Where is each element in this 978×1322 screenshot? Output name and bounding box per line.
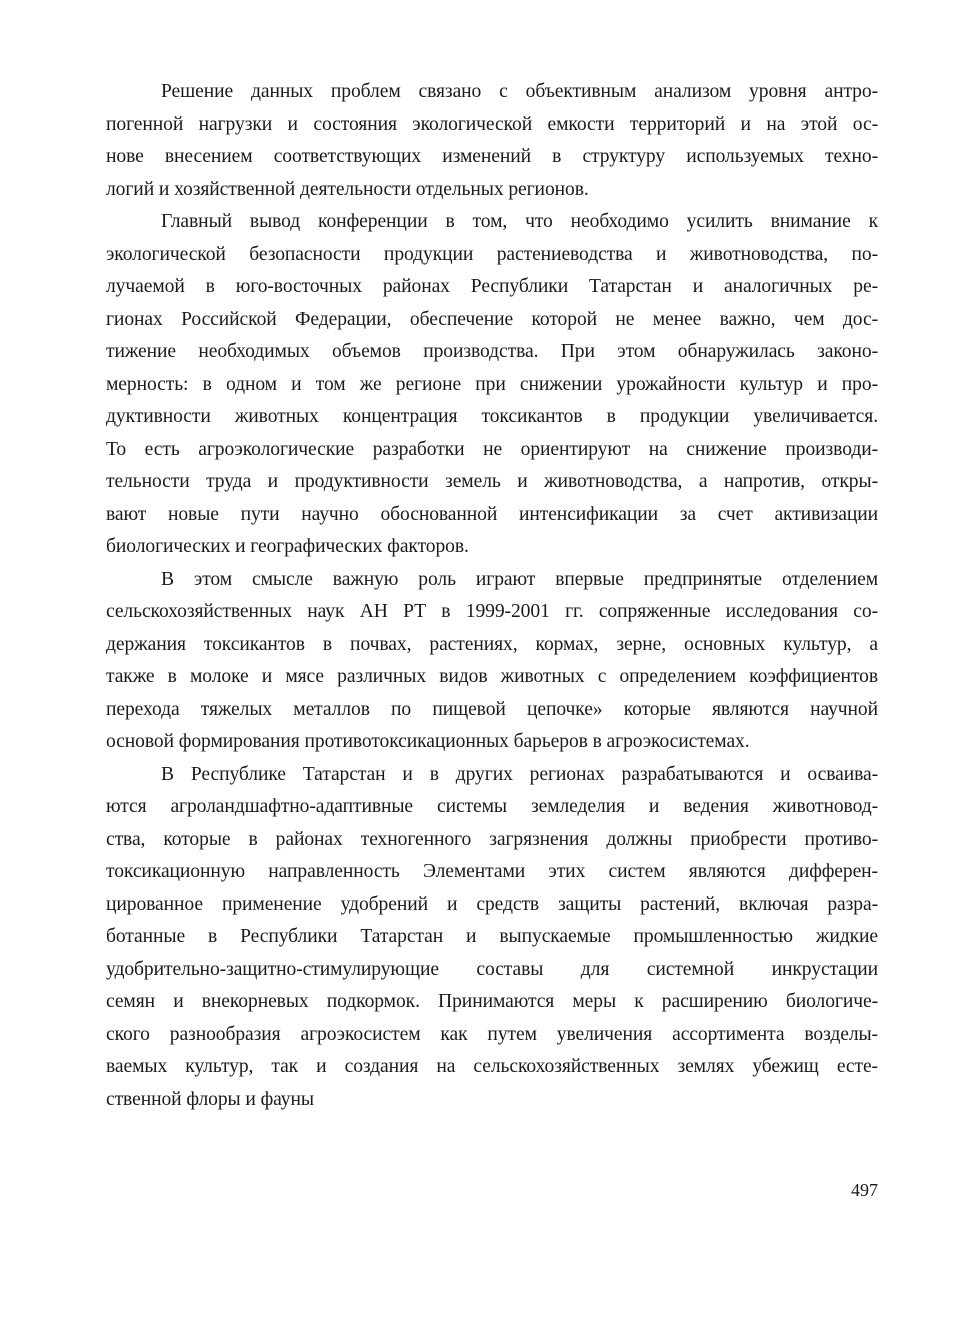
text-line: В Республике Татарстан и в других регионах разрабатываются и осваива- — [161, 763, 878, 785]
text-line: вают новые пути научно обоснованной интенсификации за счет активизации — [106, 503, 878, 525]
paragraph-1 — [106, 76, 878, 206]
text-line: ются агроландшафтно-адаптивные системы земледелия и ведения животновод- — [106, 796, 878, 817]
text-line: держания токсикантов в почвах, растениях, кормах, зерне, основных культур, а — [106, 633, 878, 655]
text-line: нове внесением соответствующих изменений в структуру используемых техно- — [106, 146, 878, 167]
text-line: ботанные в Республики Татарстан и выпускаемые промышленностью жидкие — [106, 926, 878, 947]
text-line: Решение данных проблем связано с объективным анализом уровня антро- — [161, 81, 878, 102]
text-line: дуктивности животных концентрация токсикантов в продукции увеличивается. — [106, 406, 878, 427]
text-line: логий и хозяйственной деятельности отдельных регионов. — [106, 178, 589, 200]
text-line: экологической безопасности продукции растениеводства и животноводства, по- — [106, 243, 878, 265]
text-line: основой формирования противотоксикационных барьеров в агроэкосистемах. — [106, 731, 750, 752]
text-line: ваемых культур, так и создания на сельскохозяйственных землях убежищ есте- — [106, 1056, 878, 1077]
text-line: тельности труда и продуктивности земель и животноводства, а напротив, откры- — [106, 471, 878, 492]
text-line: ственной флоры и фауны — [106, 1088, 314, 1110]
text-line: тижение необходимых объемов производства. При этом обнаружилась законо- — [106, 341, 878, 362]
text-line: токсикационную направленность Элементами этих систем являются дифферен- — [106, 861, 878, 882]
text-line: лучаемой в юго-восточных районах Республики Татарстан и аналогичных ре- — [106, 276, 878, 297]
text-line: цированное применение удобрений и средств защиты растений, включая разра- — [106, 893, 878, 915]
text-line: удобрительно-защитно-стимулирующие составы для системной инкрустации — [106, 958, 878, 980]
text-line: гионах Российской Федерации, обеспечение которой не менее важно, чем дос- — [106, 308, 878, 330]
text-line: ства, которые в районах техногенного загрязнения должны приобрести противо- — [106, 828, 878, 850]
text-line: В этом смысле важную роль играют впервые предпринятые отделением — [161, 568, 878, 590]
text-line: биологических и географических факторов. — [106, 536, 469, 557]
text-line: перехода тяжелых металлов по пищевой цепочке» которые являются научной — [106, 698, 878, 720]
paragraph-4 — [106, 759, 878, 1117]
text-line: сельскохозяйственных наук АН РТ в 1999-2001 гг. сопряженные исследования со- — [106, 601, 878, 622]
page-body — [106, 76, 878, 1116]
page-number: 497 — [851, 1180, 878, 1200]
paragraph-3 — [106, 564, 878, 759]
paragraph-2 — [106, 206, 878, 564]
text-line: также в молоке и мясе различных видов животных с определением коэффициентов — [106, 666, 878, 687]
text-line: погенной нагрузки и состояния экологической емкости территорий и на этой ос- — [106, 113, 878, 135]
text-line: Главный вывод конференции в том, что необходимо усилить внимание к — [161, 211, 878, 232]
text-line: мерность: в одном и том же регионе при снижении урожайности культур и про- — [106, 373, 878, 395]
text-line: ского разнообразия агроэкосистем как путем увеличения ассортимента возделы- — [106, 1023, 878, 1045]
text-line: семян и внекорневых подкормок. Принимаются меры к расширению биологиче- — [106, 991, 878, 1012]
text-line: То есть агроэкологические разработки не ориентируют на снижение производи- — [106, 438, 878, 460]
